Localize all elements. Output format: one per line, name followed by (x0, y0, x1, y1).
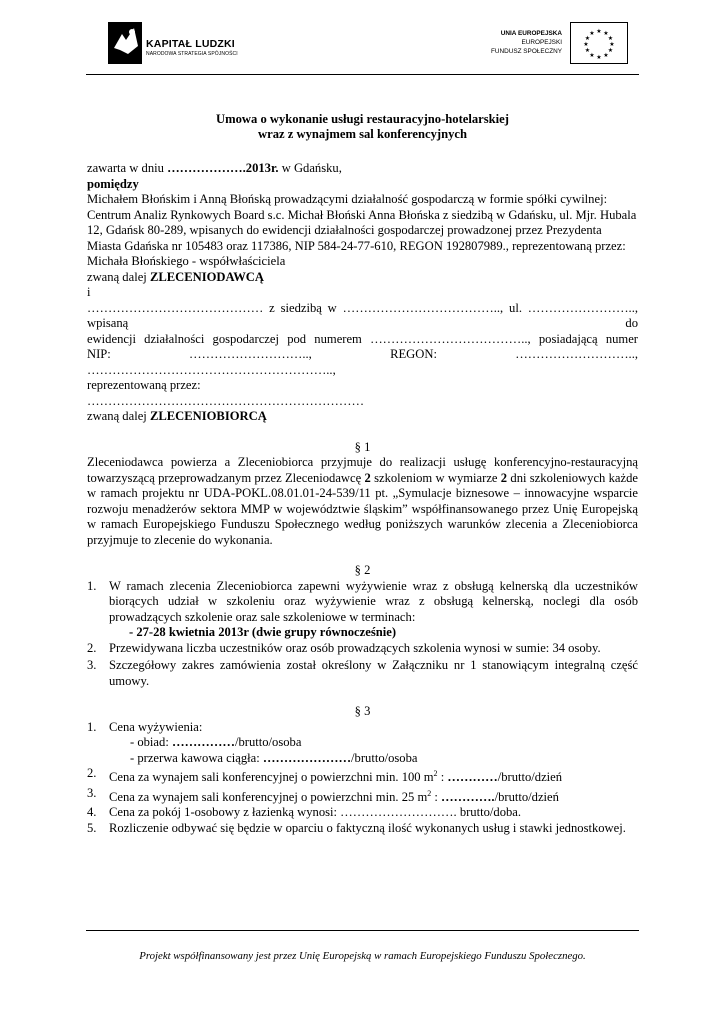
svg-text:★: ★ (607, 35, 614, 42)
list-item: 2. Przewidywana liczba uczestników oraz osób prowadzących szkolenia wynosi w sumie: 34 osoby. (87, 640, 601, 655)
list-item: 3. Cena za wynajem sali konferencyjnej o powierzchni min. 25 $m^2$ : …………./brutto/dzień (87, 785, 559, 804)
list-item: 4. Cena za pokój 1-osobowy z łazienką wynosi: ………………………. brutto/doba. (87, 805, 522, 820)
list-item: 3. Szczegółowy zakres zamówienia został określony w Załączniku nr 1 stanowiącym integralną część umowy. (87, 658, 638, 688)
section1-text: Zleceniodawca powierza a Zleceniobiorca przyjmuje do realizacji usługę konferencyjno-restauracyjną towarzyszącą przeprowadzanym przez Zleceniodawcę 2 szkoleniom w wymiarze 2 dni szkoleniowych każde w ramach projektu nr UDA-POKL.08.01.01-24-539/11 pt. „Symulacje biznesowe – innowacyjne wsparcie rozwoju menadżerów sektora MMP w województwie śląskim” współfinansowanego przez Unię Europejską w ramach Europejskiego Funduszu Społecznego według poniższych warunków zlecenia a Zleceniobiorca przyjmuje to zlecenie do wykonania. (87, 455, 638, 547)
svg-text:★: ★ (589, 30, 595, 37)
eu-label-line1: UNIA EUROPEJSKA (500, 30, 562, 37)
and-label: i (87, 285, 91, 299)
list-item: 2. Cena za wynajem sali konferencyjnej o powierzchni min. 100 $m^2$ : …………/brutto/dzień (87, 766, 563, 785)
logo-title: KAPITAŁ LUDZKI (146, 38, 235, 50)
eu-label-line3: FUNDUSZ SPOŁECZNY (490, 48, 562, 55)
footer-divider (86, 930, 639, 931)
list-item: 1. Cena wyżywienia: - obiad: ……………/brutto/osoba - przerwa kawowa ciągła: …………………/brutto/osoba (87, 720, 638, 767)
contract-date: zawarta w dniu ……………….2013r. w Gdańsku, (87, 161, 342, 175)
representative1: Michała Błońskiego - współwłaściciela (87, 254, 286, 268)
svg-text:★: ★ (589, 52, 595, 59)
price-coffee-break: - przerwa kawowa ciągła: …………………/brutto/osoba (130, 750, 418, 765)
footer-note: Projekt współfinansowany jest przez Unię Europejską w ramach Europejskiego Funduszu Społecznego. (139, 950, 586, 962)
list-item: 5. Rozliczenie odbywać się będzie w oparciu o faktyczną ilość wykonanych usług i stawki jednostkowej. (87, 820, 626, 835)
eu-label-line2: EUROPEJSKI (521, 39, 562, 46)
training-dates: - 27-28 kwietnia 2013r (dwie grupy równocześnie) (129, 625, 397, 639)
party2-line1: …………………………………… z siedzibą w ……………………………….., ul. …………………….., wpisaną do (87, 300, 638, 330)
section2-heading: § 2 (354, 563, 371, 577)
svg-text:★: ★ (583, 41, 589, 48)
eu-label (470, 29, 562, 56)
svg-text:★: ★ (584, 47, 591, 54)
representative2: ………………………………………………………… (87, 393, 365, 408)
called-zleceniodawca: zwaną dalej ZLECENIODAWCĄ (87, 269, 265, 284)
party2-line2: ewidencji działalności gospodarczej pod numerem ……………………………….., posiadającą numer (87, 331, 638, 346)
section1-heading: § 1 (354, 439, 371, 454)
svg-text:★: ★ (603, 52, 609, 59)
party2-line4: reprezentowaną przez: (87, 378, 201, 392)
svg-text:★: ★ (596, 28, 602, 35)
logo-subtitle: NARODOWA STRATEGIA SPÓJNOŚCI (146, 51, 238, 57)
called-zleceniobiorca: zwaną dalej ZLECENIOBIORCĄ (87, 409, 267, 423)
title-line1: Umowa o wykonanie usługi restauracyjno-hotelarskiej (216, 112, 509, 126)
contract-body (87, 112, 638, 836)
section2-list (87, 579, 638, 690)
party2-line3: NIP: ……………………….., REGON: ……………………….., ………………………………………………….., (87, 347, 638, 377)
header-divider (86, 74, 639, 75)
svg-text:★: ★ (607, 47, 614, 54)
section3-heading: § 3 (354, 704, 371, 718)
between-label: pomiędzy (87, 176, 139, 191)
section3-list (87, 720, 638, 837)
svg-text:★: ★ (609, 41, 615, 48)
date-value: ……………….2013r. (167, 161, 279, 175)
document-title (87, 112, 638, 142)
price-lunch: - obiad: ……………/brutto/osoba (130, 735, 302, 749)
eu-flag-icon (570, 22, 628, 64)
svg-text:★: ★ (584, 35, 591, 42)
list-item: 1. W ramach zlecenia Zleceniobiorca zapewni wyżywienie wraz z obsługą kelnerską dla uczestników biorących udział w szkoleniu oraz wyżywienie wraz z obsługą kelnerską, noclegi dla osób prowadzących szkolenie oraz sale szkoleniowe w terminach: - 27-28 kwietnia 2013r (dwie grupy równocześnie) (87, 578, 638, 639)
title-line2: wraz z wynajmem sal konferencyjnych (258, 127, 467, 141)
party1-description: Michałem Błońskim i Anną Błońską prowadzącymi działalność gospodarczą w formie spółki cywilnej: Centrum Analiz Rynkowych Board s.c. Michał Błoński Anna Błońska z siedzibą w Gdańsku, ul. Mjr. Hubala 12, Gdańsk 80-289, wpisanych do ewidencji działalności gospodarczej prowadzonej przez Prezydenta Miasta Gdańska nr 105483 oraz 117386, NIP 584-24-77-610, REGON 192807989., reprezentowaną przez: (87, 192, 637, 253)
svg-text:★: ★ (603, 30, 609, 37)
svg-text:★: ★ (596, 54, 602, 61)
